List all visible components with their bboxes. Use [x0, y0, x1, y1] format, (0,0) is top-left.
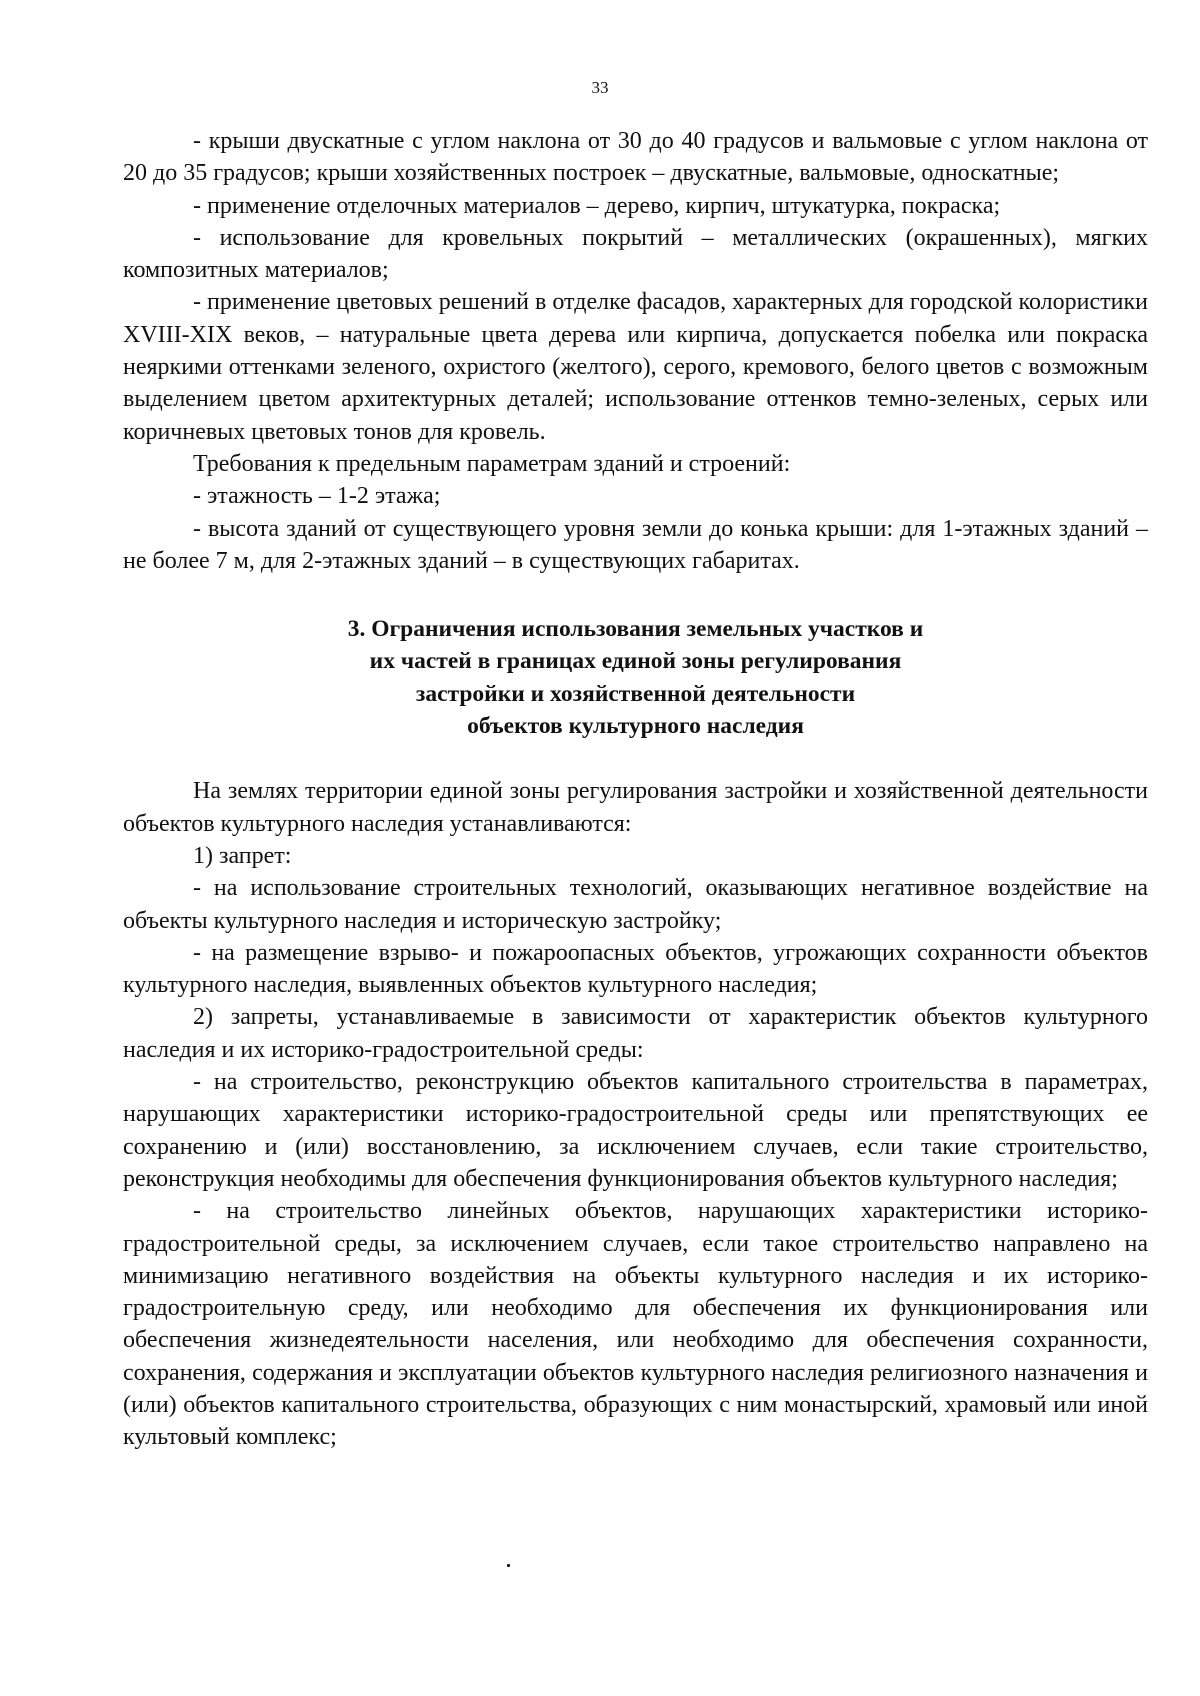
document-body	[123, 125, 1148, 1454]
paragraph: - использование для кровельных покрытий – металлических (окрашенных), мягких композитных материалов;	[123, 224, 1148, 284]
paragraph: 2) запреты, устанавливаемые в зависимости от характеристик объектов культурного наследия и их историко-градостроительной среды:	[123, 1004, 1148, 1063]
section-heading	[123, 613, 1148, 742]
paragraph: 1) запрет:	[193, 842, 292, 869]
paragraph: - этажность – 1-2 этажа;	[193, 483, 441, 510]
paragraph: Требования к предельным параметрам зданий и строений:	[193, 450, 791, 477]
paragraph: - на размещение взрыво- и пожароопасных объектов, угрожающих сохранности объектов культурного наследия, выявленных объектов культурного наследия;	[123, 939, 1148, 999]
paragraph: - высота зданий от существующего уровня земли до конька крыши: для 1-этажных зданий – не более 7 м, для 2-этажных зданий – в существующих габаритах.	[123, 515, 1148, 574]
paragraph: - на строительство линейных объектов, нарушающих характеристики историко-градостроительной среды, за исключением случаев, если такое строительство направлено на минимизацию негативного воздействия на объекты культурного наследия и их историко-градостроительную среду, или необходимо для обеспечения их функционирования или обеспечения жизнедеятельности населения, или необходимо для обеспечения сохранности, сохранения, содержания и эксплуатации объектов культурного наследия религиозного назначения и (или) объектов капитального строительства, образующих с ним монастырский, храмовый или иной культовый комплекс;	[123, 1198, 1148, 1451]
scan-dot	[507, 1564, 510, 1567]
paragraph: - крыши двускатные с углом наклона от 30 до 40 градусов и вальмовые с углом наклона от 20 до 35 градусов; крыши хозяйственных построек – двускатные, вальмовые, односкатные;	[123, 128, 1148, 187]
heading-line: их частей в границах единой зоны регулирования	[369, 648, 902, 675]
heading-line: 3. Ограничения использования земельных участков и	[347, 616, 924, 643]
paragraph: - применение цветовых решений в отделке фасадов, характерных для городской колористики XVIII-XIX веков, – натуральные цвета дерева или кирпича, допускается побелка или покраска неяркими оттенками зеленого, охристого (желтого), серого, кремового, белого цветов с возможным выделением цветом архитектурных деталей; использование оттенков темно-зеленых, серых или коричневых цветовых тонов для кровель.	[123, 289, 1148, 445]
paragraph: - на использование строительных технологий, оказывающих негативное воздействие на объекты культурного наследия и историческую застройку;	[123, 875, 1148, 934]
heading-line: объектов культурного наследия	[467, 713, 804, 740]
page-number: 33	[591, 78, 609, 97]
paragraph: На землях территории единой зоны регулирования застройки и хозяйственной деятельности объектов культурного наследия устанавливаются:	[123, 778, 1148, 837]
paragraph: - применение отделочных материалов – дерево, кирпич, штукатурка, покраска;	[193, 192, 1001, 219]
heading-line: застройки и хозяйственной деятельности	[415, 680, 856, 707]
paragraph: - на строительство, реконструкцию объектов капитального строительства в параметрах, нарушающих характеристики историко-градостроительной среды или препятствующих ее сохранению и (или) восстановлению, за исключением случаев, если такие строительство, реконструкция необходимы для обеспечения функционирования объектов культурного наследия;	[123, 1069, 1148, 1192]
